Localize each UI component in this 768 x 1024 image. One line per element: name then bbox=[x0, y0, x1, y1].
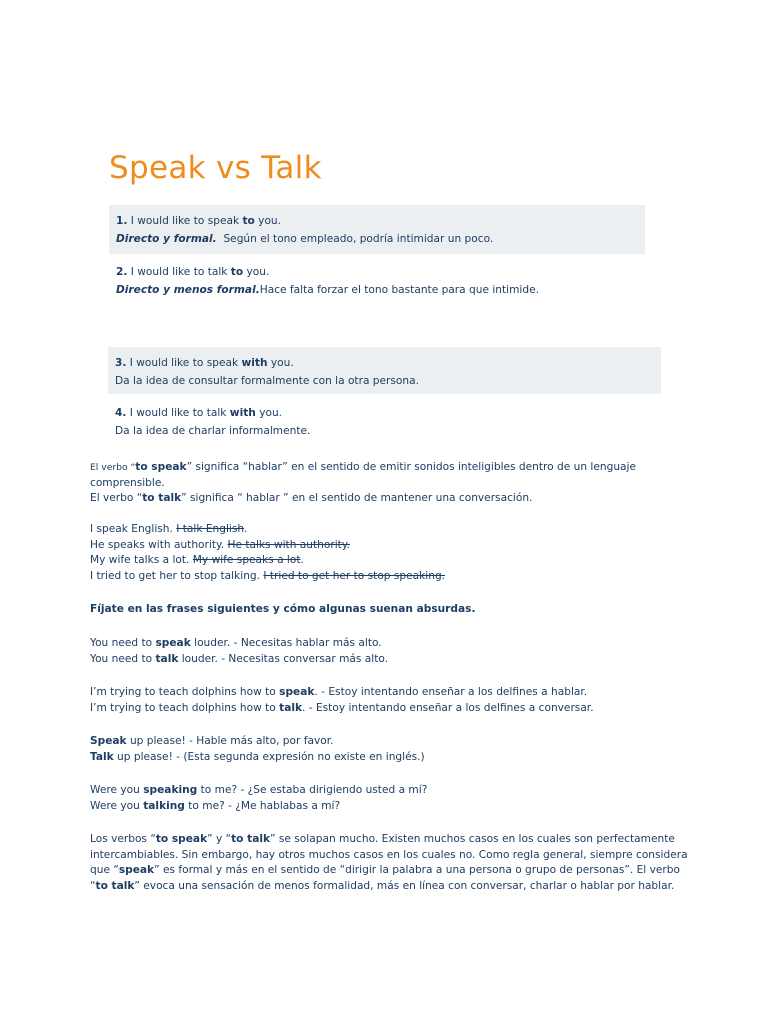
verb-keyword: speak bbox=[155, 637, 191, 649]
incorrect-sentence: I tried to get her to stop speaking. bbox=[263, 569, 446, 582]
sentence-text: you. bbox=[243, 266, 270, 278]
line-text: . - Estoy intentando enseñar a los delfines a hablar. bbox=[314, 686, 588, 698]
note-text: Da la idea de consultar formalmente con la otra persona. bbox=[115, 375, 419, 387]
preposition-keyword: with bbox=[241, 357, 268, 369]
line-text: up please! - Hable más alto, por favor. bbox=[126, 735, 334, 747]
example-box-4 bbox=[108, 403, 661, 443]
note-emphasis: Directo y formal. bbox=[116, 233, 217, 245]
line-text: to me? - ¿Me hablabas a mí? bbox=[184, 799, 341, 812]
definition-to-talk bbox=[90, 491, 690, 507]
usage-line bbox=[90, 569, 690, 585]
example-pair-2 bbox=[90, 685, 690, 716]
page-title: Speak vs Talk bbox=[109, 150, 322, 186]
verb-keyword: speak bbox=[279, 686, 315, 698]
definition-text: ” significa “hablar” en el sentido de emitir sonidos inteligibles dentro de un lenguaje comprensible. bbox=[90, 461, 636, 489]
example-box-1 bbox=[109, 205, 645, 254]
incorrect-sentence: My wife speaks a lot bbox=[192, 554, 301, 567]
line-text: You need to bbox=[90, 652, 156, 665]
paragraph-text: Los verbos “ bbox=[90, 833, 156, 845]
pair-line bbox=[90, 783, 690, 799]
preposition-keyword: to bbox=[230, 266, 244, 278]
note-text: Da la idea de charlar informalmente. bbox=[115, 425, 311, 437]
definitions-block bbox=[90, 460, 690, 507]
definition-to-speak bbox=[90, 460, 690, 491]
example-number: 1. bbox=[116, 215, 128, 227]
line-text: louder. - Necesitas hablar más alto. bbox=[190, 637, 382, 649]
example-box-3 bbox=[108, 347, 661, 394]
sentence-text: you. bbox=[255, 407, 283, 419]
example-pair-1 bbox=[90, 636, 690, 667]
conclusion-paragraph bbox=[90, 832, 690, 894]
sentence-text: you. bbox=[267, 357, 294, 369]
section-heading bbox=[90, 602, 690, 618]
pair-line bbox=[90, 734, 690, 750]
sentence-end: . bbox=[300, 554, 304, 567]
example-note bbox=[115, 372, 661, 390]
verb-keyword: speak bbox=[118, 864, 155, 877]
verb-keyword: to talk bbox=[95, 879, 135, 892]
verb-keyword: talk bbox=[279, 701, 303, 714]
verb-keyword: to talk bbox=[142, 492, 182, 505]
pair-line bbox=[90, 685, 690, 701]
correct-sentence: My wife talks a lot. bbox=[90, 554, 190, 567]
verb-keyword: Talk bbox=[90, 750, 114, 763]
pair-line bbox=[90, 799, 690, 815]
paragraph-text: ” es formal y más en el sentido de “dirigir la palabra a una persona o grupo de personas”. El verbo “ bbox=[90, 864, 680, 892]
paragraph-text: ” y “ bbox=[207, 833, 232, 845]
sentence-text: you. bbox=[254, 215, 282, 227]
example-pair-3 bbox=[90, 734, 690, 765]
paragraph-text: ” se solapan mucho. Existen muchos casos en los cuales son perfectamente intercambiables. Sin embargo, hay otros muchos casos en los cuales no. Como regla general, siempre considera que “ bbox=[90, 833, 688, 877]
example-sentence bbox=[115, 354, 661, 372]
example-sentence bbox=[116, 212, 645, 230]
verb-keyword: to talk bbox=[231, 833, 271, 845]
example-box-2 bbox=[109, 262, 645, 306]
note-text: Hace falta forzar el tono bastante para que intimide. bbox=[259, 284, 539, 296]
definition-prefix: El verbo “ bbox=[90, 462, 136, 473]
incorrect-sentence: I talk English bbox=[176, 523, 245, 535]
incorrect-sentence: He talks with authority. bbox=[227, 538, 350, 551]
definition-text: ” significa “ hablar ” en el sentido de mantener una conversación. bbox=[181, 492, 533, 505]
usage-line bbox=[90, 553, 690, 569]
pair-line bbox=[90, 636, 690, 652]
pair-line bbox=[90, 750, 690, 766]
example-number: 4. bbox=[115, 407, 127, 419]
correct-sentence: He speaks with authority. bbox=[90, 538, 225, 551]
example-sentence bbox=[115, 404, 661, 422]
usage-line bbox=[90, 538, 690, 554]
note-emphasis: Directo y menos formal. bbox=[116, 284, 260, 296]
example-pair-4 bbox=[90, 783, 690, 814]
example-number: 3. bbox=[115, 357, 127, 369]
line-text: You need to bbox=[90, 637, 156, 649]
correct-sentence: I tried to get her to stop talking. bbox=[90, 569, 260, 582]
example-number: 2. bbox=[116, 266, 128, 278]
line-text: I’m trying to teach dolphins how to bbox=[90, 701, 280, 714]
example-sentence bbox=[116, 263, 645, 281]
paragraph-text: ” evoca una sensación de menos formalidad, más en línea con conversar, charlar o hablar por hablar. bbox=[134, 879, 675, 892]
preposition-keyword: with bbox=[229, 407, 256, 419]
example-note bbox=[116, 230, 645, 248]
sentence-text: I would like to speak bbox=[129, 357, 242, 369]
correct-sentence: I speak English. bbox=[90, 523, 173, 535]
line-text: Were you bbox=[90, 784, 144, 796]
line-text: louder. - Necesitas conversar más alto. bbox=[178, 652, 389, 665]
verb-keyword: to speak bbox=[135, 461, 187, 473]
verb-keyword: talk bbox=[155, 652, 179, 665]
example-note bbox=[116, 281, 645, 299]
line-text: I’m trying to teach dolphins how to bbox=[90, 686, 280, 698]
conclusion-text bbox=[90, 832, 690, 894]
note-text: Según el tono empleado, podría intimidar un poco. bbox=[223, 233, 494, 245]
verb-keyword: Speak bbox=[90, 735, 127, 747]
line-text: Were you bbox=[90, 799, 144, 812]
verb-keyword: talking bbox=[143, 799, 185, 812]
definition-prefix: El verbo “ bbox=[90, 492, 143, 505]
heading-text: Fíjate en las frases siguientes y cómo algunas suenan absurdas. bbox=[90, 603, 476, 615]
verb-keyword: speaking bbox=[143, 784, 198, 796]
usage-examples bbox=[90, 522, 690, 584]
verb-keyword: to speak bbox=[155, 833, 208, 845]
usage-line bbox=[90, 522, 690, 538]
line-text: up please! - (Esta segunda expresión no existe en inglés.) bbox=[113, 750, 425, 763]
line-text: . - Estoy intentando enseñar a los delfines a conversar. bbox=[302, 701, 594, 714]
sentence-text: I would like to talk bbox=[130, 266, 231, 278]
sentence-text: I would like to talk bbox=[129, 407, 230, 419]
sentence-text: I would like to speak bbox=[130, 215, 243, 227]
pair-line bbox=[90, 652, 690, 668]
preposition-keyword: to bbox=[242, 215, 255, 227]
line-text: to me? - ¿Se estaba dirigiendo usted a mí? bbox=[197, 784, 428, 796]
example-note bbox=[115, 422, 661, 440]
sentence-end: . bbox=[244, 523, 248, 535]
pair-line bbox=[90, 701, 690, 717]
